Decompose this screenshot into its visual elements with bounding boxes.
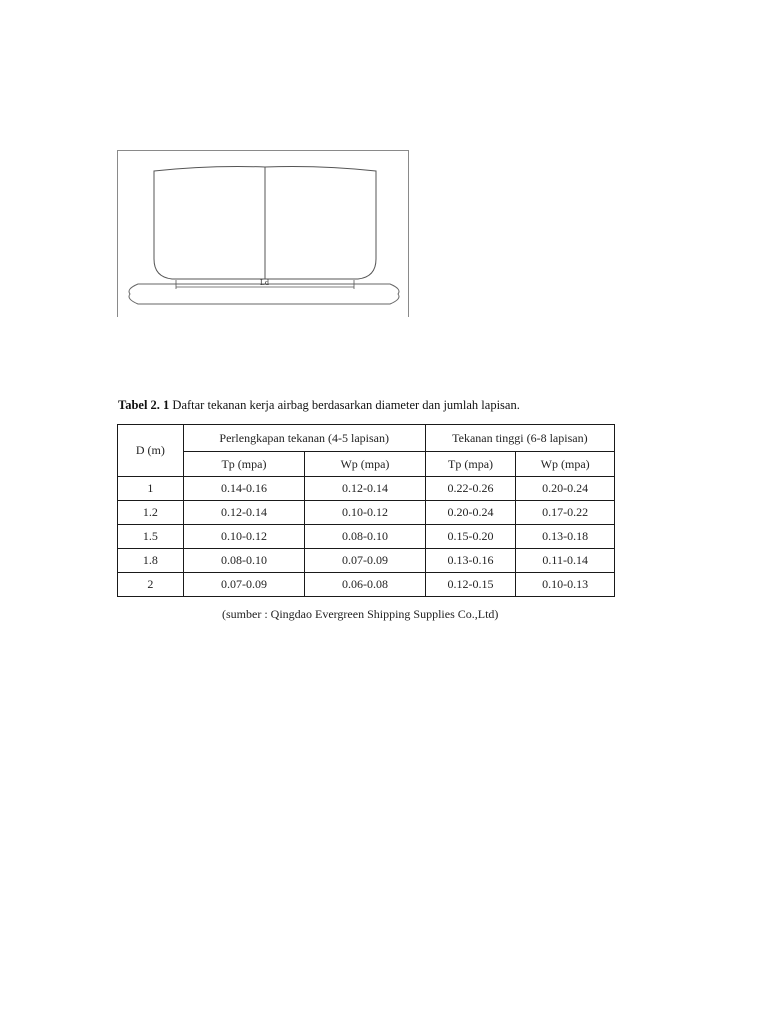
cell-value: 0.11-0.14 <box>516 549 615 573</box>
cell-value: 0.12-0.14 <box>183 501 304 525</box>
table-row <box>118 573 615 597</box>
table-row <box>118 501 615 525</box>
cell-diameter: 1 <box>118 477 184 501</box>
cell-diameter: 1.5 <box>118 525 184 549</box>
cell-value: 0.10-0.12 <box>305 501 426 525</box>
table-source: (sumber : Qingdao Evergreen Shipping Supplies Co.,Ltd) <box>222 607 499 621</box>
cell-value: 0.17-0.22 <box>516 501 615 525</box>
cell-diameter: 2 <box>118 573 184 597</box>
cell-value: 0.06-0.08 <box>305 573 426 597</box>
ship-hull-diagram <box>118 151 410 318</box>
subheader-tp-high: Tp (mpa) <box>425 452 516 477</box>
cell-value: 0.13-0.16 <box>425 549 516 573</box>
cell-value: 0.10-0.13 <box>516 573 615 597</box>
cell-value: 0.10-0.12 <box>183 525 304 549</box>
cell-value: 0.07-0.09 <box>183 573 304 597</box>
ship-airbag-figure <box>117 150 409 317</box>
subheader-wp-standard: Wp (mpa) <box>305 452 426 477</box>
table-caption-text: Daftar tekanan kerja airbag berdasarkan diameter dan jumlah lapisan. <box>169 398 520 412</box>
cell-value: 0.13-0.18 <box>516 525 615 549</box>
header-diameter: D (m) <box>118 425 184 477</box>
subheader-tp-standard: Tp (mpa) <box>183 452 304 477</box>
cell-value: 0.14-0.16 <box>183 477 304 501</box>
cell-diameter: 1.8 <box>118 549 184 573</box>
cell-diameter: 1.2 <box>118 501 184 525</box>
pressure-table <box>117 424 615 597</box>
cell-value: 0.07-0.09 <box>305 549 426 573</box>
cell-value: 0.12-0.14 <box>305 477 426 501</box>
cell-value: 0.20-0.24 <box>425 501 516 525</box>
table-caption <box>118 398 520 413</box>
cell-value: 0.08-0.10 <box>183 549 304 573</box>
cell-value: 0.08-0.10 <box>305 525 426 549</box>
cell-value: 0.12-0.15 <box>425 573 516 597</box>
ld-label: Ld <box>260 278 269 287</box>
cell-value: 0.20-0.24 <box>516 477 615 501</box>
table-row <box>118 549 615 573</box>
header-group-high: Tekanan tinggi (6-8 lapisan) <box>425 425 614 452</box>
subheader-wp-high: Wp (mpa) <box>516 452 615 477</box>
header-group-standard: Perlengkapan tekanan (4-5 lapisan) <box>183 425 425 452</box>
table-row <box>118 477 615 501</box>
cell-value: 0.15-0.20 <box>425 525 516 549</box>
table-row <box>118 525 615 549</box>
table-caption-number: Tabel 2. 1 <box>118 398 170 412</box>
cell-value: 0.22-0.26 <box>425 477 516 501</box>
